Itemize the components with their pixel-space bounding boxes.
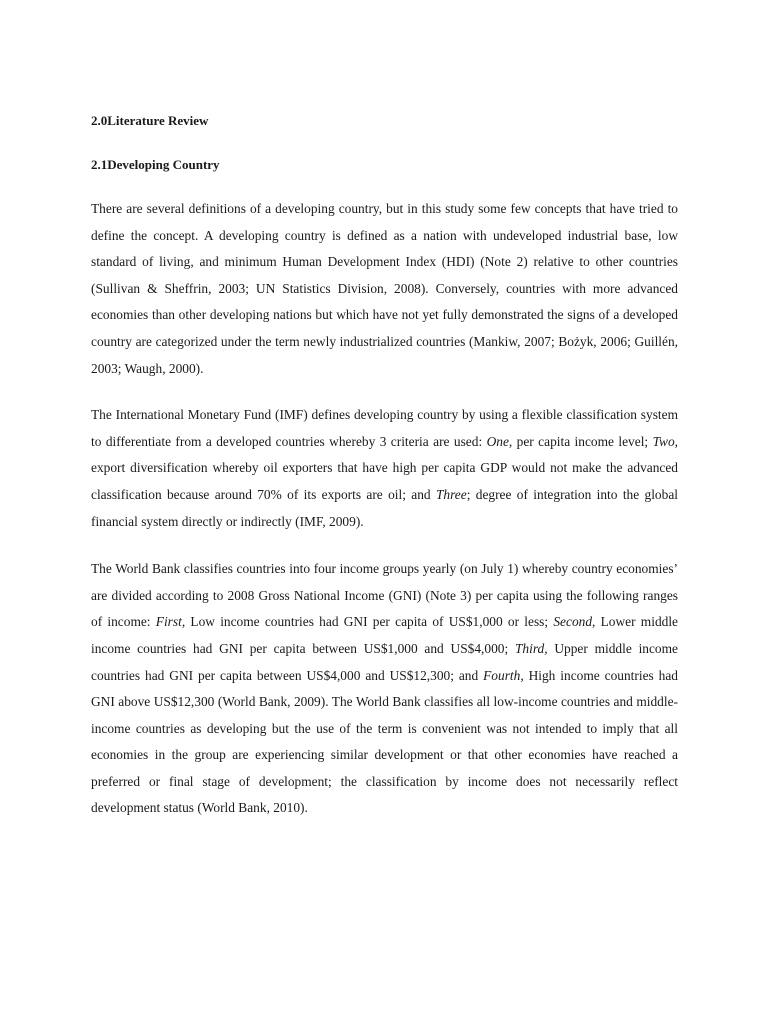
paragraph-imf-text: export diversification whereby oil exporters that have high per capita GDP would not make the advanced classification because around 70% of its exports are oil; and: [91, 460, 678, 502]
paragraph-imf: [91, 402, 678, 535]
paragraph-imf-emphasis: Three: [435, 486, 467, 502]
subsection-heading-developing-country: 2.1Developing Country: [91, 157, 220, 172]
paragraph-imf-emphasis: Two,: [652, 433, 678, 449]
paragraph-imf-emphasis: One,: [486, 433, 513, 449]
paragraph-world-bank-text: Upper middle income countries had GNI per capita between US$4,000 and US$12,300; and: [91, 640, 678, 683]
paragraph-world-bank-text: Low income countries had GNI per capita of US$1,000 or less;: [185, 614, 554, 630]
paragraph-world-bank-text: , Lower middle income countries had GNI per capita between US$1,000 and US$4,000;: [91, 614, 678, 656]
paragraph-world-bank-emphasis: First,: [155, 614, 186, 630]
paragraph-world-bank-emphasis: Second: [553, 614, 593, 630]
section-heading-literature-review: 2.0Literature Review: [91, 113, 209, 128]
paragraph-world-bank-emphasis: Fourth,: [483, 667, 524, 683]
paragraph-definitions: There are several definitions of a developing country, but in this study some few concepts that have tried to define the concept. A developing country is defined as a nation with undeveloped industrial base, low standard of living, and minimum Human Development Index (HDI) (Note 2) relative to other countries (Sullivan & Sheffrin, 2003; UN Statistics Division, 2008). Conversely, countries with more advanced economies than other developing nations but which have not yet fully demonstrated the signs of a developed country are categorized under the term newly industrialized countries (Mankiw, 2007; Bożyk, 2006; Guillén, 2003; Waugh, 2000).: [91, 201, 678, 376]
paragraph-world-bank: [91, 556, 678, 822]
paragraph-world-bank-emphasis: Third,: [514, 640, 548, 656]
paragraph-world-bank-text: The World Bank classifies countries into four income groups yearly (on July 1) whereby country economies’ are divided according to 2008 Gross National Income (GNI) (Note 3) per capita using the following ranges of income:: [91, 561, 678, 630]
paragraph-imf-text: per capita income level;: [512, 433, 653, 449]
paragraph-world-bank-text: High income countries had GNI above US$12,300 (World Bank, 2009). The World Bank classifies all low-income countries and middle-income countries as developing but the use of the term is convenient was not intended to imply that all economies in the group are experiencing similar development or that other economies have reached a preferred or final stage of development; the classification by income does not necessarily reflect development status (World Bank, 2010).: [91, 667, 678, 816]
paragraph-imf-text: The International Monetary Fund (IMF) defines developing country by using a flexible classification system to differentiate from a developed countries whereby 3 criteria are used:: [91, 407, 678, 449]
paragraph-imf-text: ; degree of integration into the global financial system directly or indirectly (IMF, 2009).: [91, 486, 678, 529]
